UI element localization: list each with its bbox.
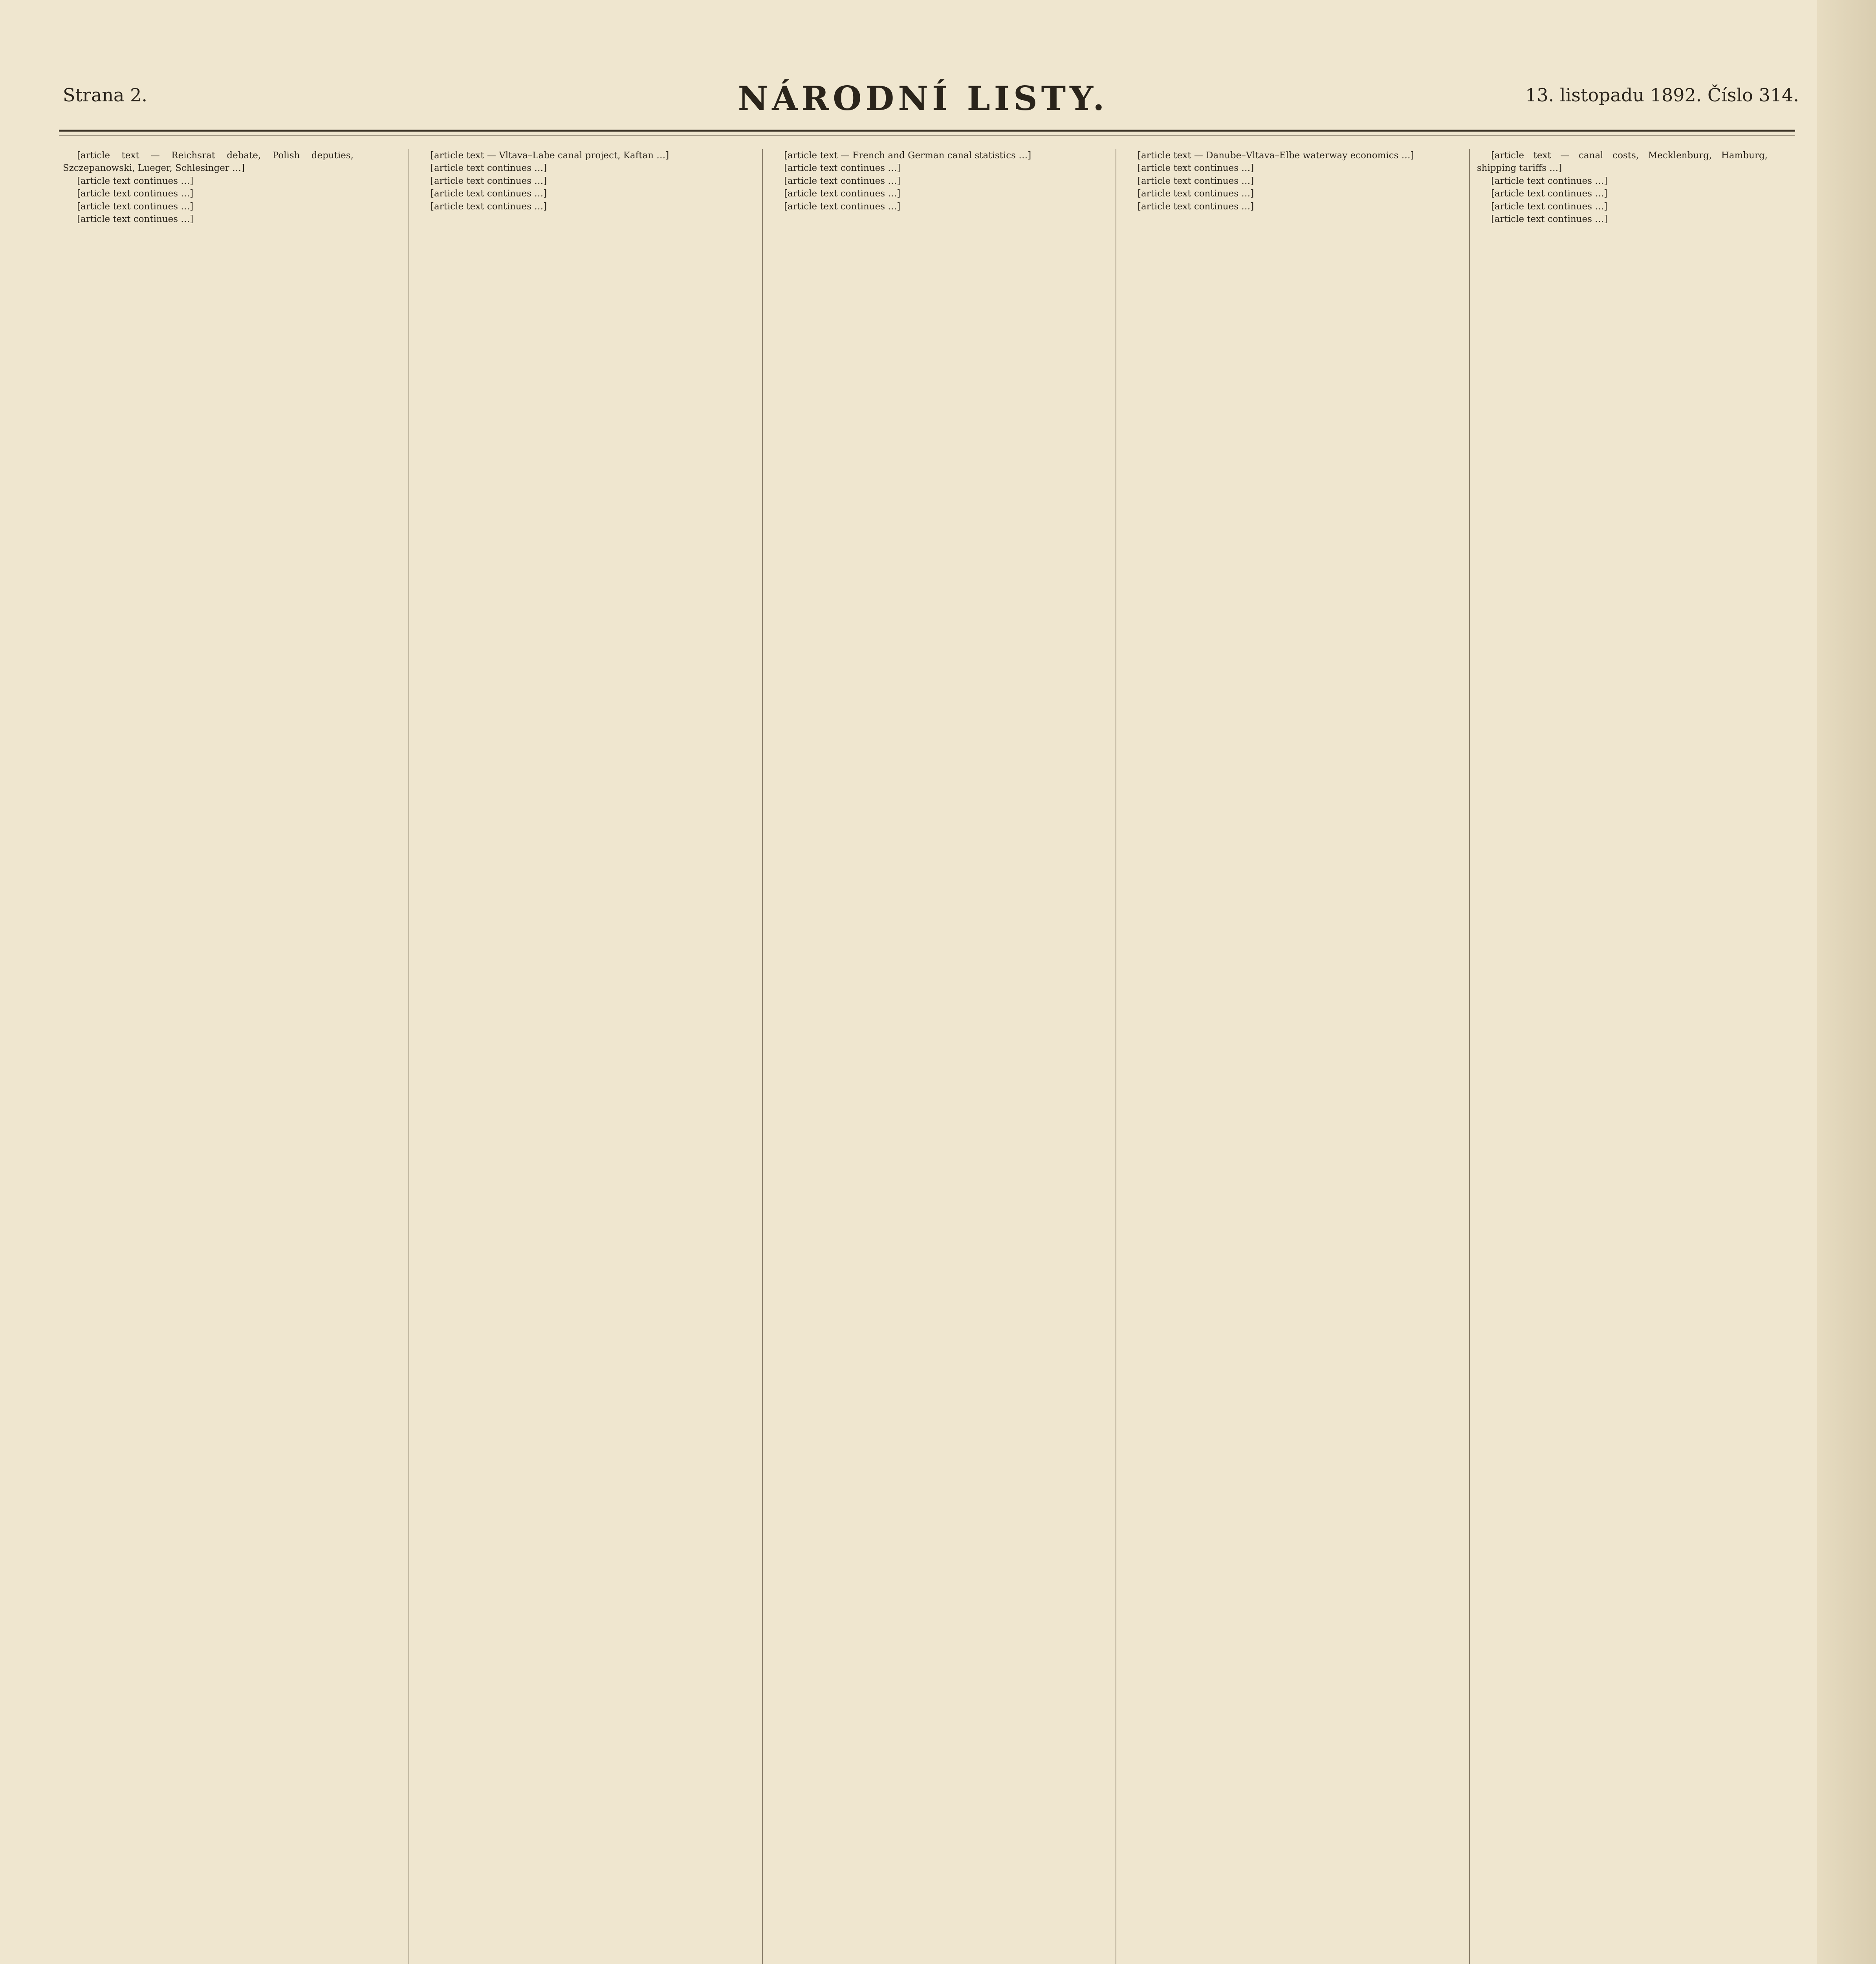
text-column-5	[1477, 149, 1768, 1964]
column-separator	[1469, 149, 1470, 1964]
paragraph: [article text — French and German canal statistics …]	[784, 150, 1031, 161]
paragraph: [article text — canal costs, Mecklenburg, Hamburg, shipping tariffs …]	[1477, 150, 1768, 174]
masthead	[47, 79, 1799, 128]
paragraph: [article text continues …]	[431, 176, 547, 186]
text-column-4	[1123, 149, 1414, 1964]
page-number: Strana 2.	[63, 84, 147, 106]
paragraph: [article text continues …]	[431, 163, 547, 174]
paragraph: [article text — Reichsrat debate, Polish deputies, Szczepanowski, Lueger, Schlesinger …]	[63, 150, 354, 174]
paragraph: [article text continues …]	[431, 189, 547, 199]
newspaper-title: NÁRODNÍ LISTY.	[738, 79, 1108, 118]
date-and-issue: 13. listopadu 1892. Číslo 314.	[1525, 84, 1799, 106]
text-column-3	[770, 149, 1061, 1964]
paragraph: [article text continues …]	[1138, 201, 1254, 212]
paragraph: [article text — Danube–Vltava–Elbe waterway economics …]	[1138, 150, 1414, 161]
text-column-2	[416, 149, 707, 1964]
paragraph: [article text continues …]	[784, 201, 901, 212]
paragraph: [article text continues …]	[431, 201, 547, 212]
paragraph: [article text — Vltava–Labe canal project, Kaftan …]	[431, 150, 669, 161]
paragraph: [article text continues …]	[1491, 189, 1608, 199]
paragraph: [article text continues …]	[1138, 163, 1254, 174]
paragraph: [article text continues …]	[1491, 214, 1608, 225]
paragraph: [article text continues …]	[77, 189, 194, 199]
paragraph: [article text continues …]	[784, 176, 901, 186]
header-rule	[59, 130, 1795, 132]
paragraph: [article text continues …]	[1491, 201, 1608, 212]
paragraph: [article text continues …]	[77, 176, 194, 186]
page-edge	[1817, 0, 1876, 1964]
text-column-1	[63, 149, 354, 1964]
paragraph: [article text continues …]	[1138, 189, 1254, 199]
paragraph: [article text continues …]	[1491, 176, 1608, 186]
paragraph: [article text continues …]	[784, 163, 901, 174]
paragraph: [article text continues …]	[1138, 176, 1254, 186]
paragraph: [article text continues …]	[77, 201, 194, 212]
paragraph: [article text continues …]	[784, 189, 901, 199]
column-separator	[762, 149, 763, 1964]
paragraph: [article text continues …]	[77, 214, 194, 225]
